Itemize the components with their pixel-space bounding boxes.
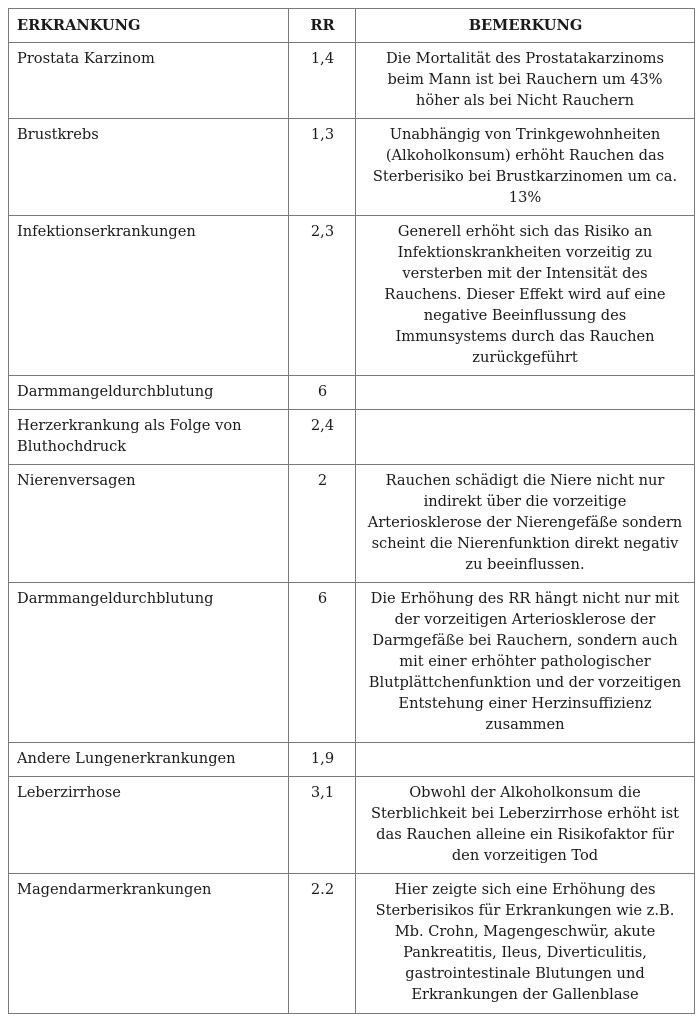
rr-cell: 2,4 — [289, 410, 356, 465]
header-remark: BEMERKUNG — [356, 9, 695, 43]
remark-cell: Hier zeigte sich eine Erhöhung des Sterberisikos für Erkrankungen wie z.B. Mb. Crohn, Magengeschwür, akute Pankreatitis, Ileus, Diverticulitis, gastrointestinale Blutungen und Erkrankungen der Gallenblase — [356, 874, 695, 1014]
remark-cell: Rauchen schädigt die Niere nicht nur indirekt über die vorzeitige Arteriosklerose der Nierengefäße sondern scheint die Nierenfunktion direkt negativ zu beeinflussen. — [356, 465, 695, 583]
rr-cell: 1,4 — [289, 43, 356, 119]
rr-cell: 2,3 — [289, 216, 356, 376]
remark-cell — [356, 376, 695, 410]
disease-cell: Prostata Karzinom — [9, 43, 289, 119]
remark-cell: Unabhängig von Trinkgewohnheiten (Alkoholkonsum) erhöht Rauchen das Sterberisiko bei Brustkarzinomen um ca. 13% — [356, 119, 695, 216]
disease-cell: Darmmangeldurchblutung — [9, 376, 289, 410]
table-row — [9, 43, 695, 119]
remark-cell: Generell erhöht sich das Risiko an Infektionskrankheiten vorzeitig zu versterben mit der Intensität des Rauchens. Dieser Effekt wird auf eine negative Beeinflussung des Immunsystems durch das Rauchen zurückgeführt — [356, 216, 695, 376]
table-row — [9, 743, 695, 777]
table-row — [9, 583, 695, 743]
rr-cell: 1,3 — [289, 119, 356, 216]
risk-table — [8, 8, 695, 1014]
disease-cell: Infektionserkrankungen — [9, 216, 289, 376]
remark-cell: Die Erhöhung des RR hängt nicht nur mit der vorzeitigen Arteriosklerose der Darmgefäße bei Rauchern, sondern auch mit einer erhöhter pathologischer Blutplättchenfunktion und der vorzeitigen Entstehung einer Herzinsuffizienz zusammen — [356, 583, 695, 743]
rr-cell: 1,9 — [289, 743, 356, 777]
remark-cell — [356, 410, 695, 465]
table-row — [9, 874, 695, 1014]
remark-cell: Obwohl der Alkoholkonsum die Sterblichkeit bei Leberzirrhose erhöht ist das Rauchen alleine ein Risikofaktor für den vorzeitigen Tod — [356, 777, 695, 874]
disease-cell: Leberzirrhose — [9, 777, 289, 874]
rr-cell: 2.2 — [289, 874, 356, 1014]
rr-cell: 6 — [289, 376, 356, 410]
disease-cell: Magendarmerkrankungen — [9, 874, 289, 1014]
remark-cell — [356, 743, 695, 777]
table-row — [9, 216, 695, 376]
rr-cell: 3,1 — [289, 777, 356, 874]
disease-cell: Andere Lungenerkrankungen — [9, 743, 289, 777]
table-row — [9, 465, 695, 583]
header-disease: ERKRANKUNG — [9, 9, 289, 43]
disease-cell: Herzerkrankung als Folge von Bluthochdruck — [9, 410, 289, 465]
remark-cell: Die Mortalität des Prostatakarzinoms beim Mann ist bei Rauchern um 43% höher als bei Nicht Rauchern — [356, 43, 695, 119]
table-row — [9, 376, 695, 410]
rr-cell: 6 — [289, 583, 356, 743]
table-row — [9, 119, 695, 216]
header-rr: RR — [289, 9, 356, 43]
table-row — [9, 410, 695, 465]
table-row — [9, 777, 695, 874]
rr-cell: 2 — [289, 465, 356, 583]
disease-cell: Nierenversagen — [9, 465, 289, 583]
disease-cell: Darmmangeldurchblutung — [9, 583, 289, 743]
disease-cell: Brustkrebs — [9, 119, 289, 216]
table-header-row — [9, 9, 695, 43]
